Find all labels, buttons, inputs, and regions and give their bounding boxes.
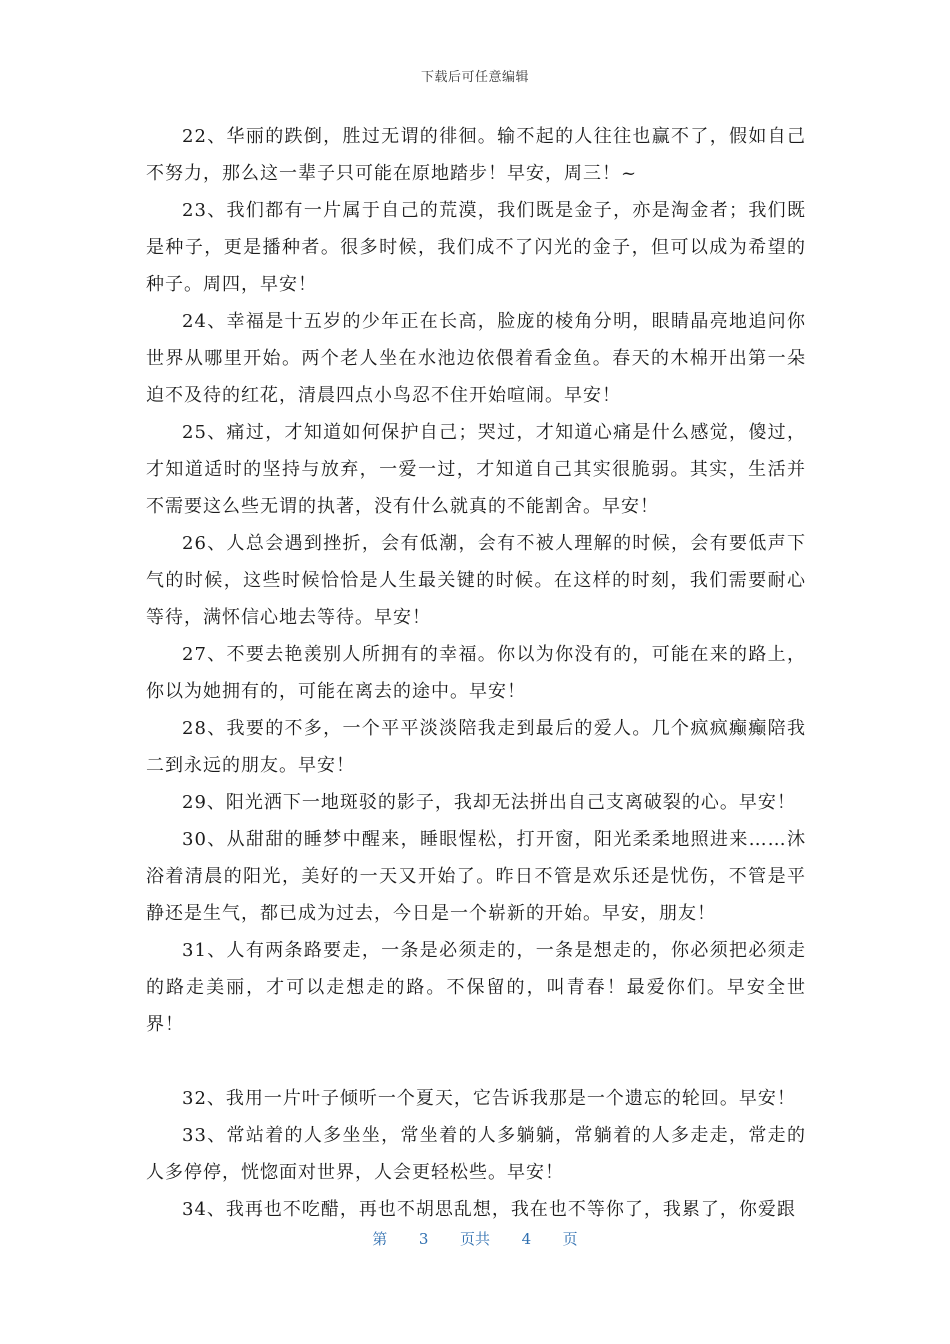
footer-prefix: 第 (372, 1230, 388, 1248)
paragraph-30: 30、从甜甜的睡梦中醒来，睡眼惺松，打开窗，阳光柔柔地照进来……沐浴着清晨的阳光，美好的一天又开始了。昨日不管是欢乐还是忧伤，不管是平静还是生气，都已成为过去，今日是一个崭新的开始。早安，朋友！ (146, 829, 806, 924)
footer-middle: 页共 (459, 1230, 490, 1248)
footer-total-pages: 4 (521, 1230, 532, 1248)
paragraph-33: 33、常站着的人多坐坐，常坐着的人多躺躺，常躺着的人多走走，常走的人多停停，恍惚面对世界，人会更轻松些。早安！ (146, 1125, 806, 1183)
paragraph-25: 25、痛过，才知道如何保护自己；哭过，才知道心痛是什么感觉，傻过，才知道适时的坚持与放弃，一爱一过，才知道自己其实很脆弱。其实，生活并不需要这么些无谓的执著，没有什么就真的不能割舍。早安！ (146, 422, 806, 517)
paragraph-34: 34、我再也不吃醋，再也不胡思乱想，我在也不等你了，我累了，你爱跟 (182, 1199, 796, 1220)
paragraph-31: 31、人有两条路要走，一条是必须走的，一条是想走的，你必须把必须走的路走美丽，才可以走想走的路。不保留的，叫青春！最爱你们。早安全世界！ (146, 940, 806, 1035)
paragraph-24: 24、幸福是十五岁的少年正在长高，脸庞的棱角分明，眼睛晶亮地追问你世界从哪里开始。两个老人坐在水池边依偎着看金鱼。春天的木棉开出第一朵迫不及待的红花，清晨四点小鸟忍不住开始喧闹。早安！ (146, 311, 806, 406)
paragraph-32: 32、我用一片叶子倾听一个夏天，它告诉我那是一个遗忘的轮回。早安！ (182, 1088, 796, 1109)
paragraph-26: 26、人总会遇到挫折，会有低潮，会有不被人理解的时候，会有要低声下气的时候，这些时候恰恰是人生最关键的时候。在这样的时刻，我们需要耐心等待，满怀信心地去等待。早安！ (146, 533, 806, 628)
paragraph-22: 22、华丽的跌倒，胜过无谓的徘徊。输不起的人往往也赢不了，假如自己不努力，那么这一辈子只可能在原地踏步！早安，周三！~ (146, 126, 806, 184)
paragraph-23: 23、我们都有一片属于自己的荒漠，我们既是金子，亦是淘金者；我们既是种子，更是播种者。很多时候，我们成不了闪光的金子，但可以成为希望的种子。周四，早安！ (146, 200, 806, 295)
paragraph-27: 27、不要去艳羡别人所拥有的幸福。你以为你没有的，可能在来的路上，你以为她拥有的，可能在离去的途中。早安！ (146, 644, 806, 702)
paragraph-28: 28、我要的不多，一个平平淡淡陪我走到最后的爱人。几个疯疯癫癫陪我二到永远的朋友。早安！ (146, 718, 806, 776)
page-header: 下载后可任意编辑 (420, 70, 529, 85)
document-body (146, 118, 806, 1228)
page-footer (0, 1228, 950, 1249)
footer-page-number: 3 (418, 1230, 429, 1248)
footer-suffix: 页 (562, 1230, 578, 1248)
paragraph-29: 29、阳光洒下一地斑驳的影子，我却无法拼出自己支离破裂的心。早安！ (182, 792, 796, 813)
